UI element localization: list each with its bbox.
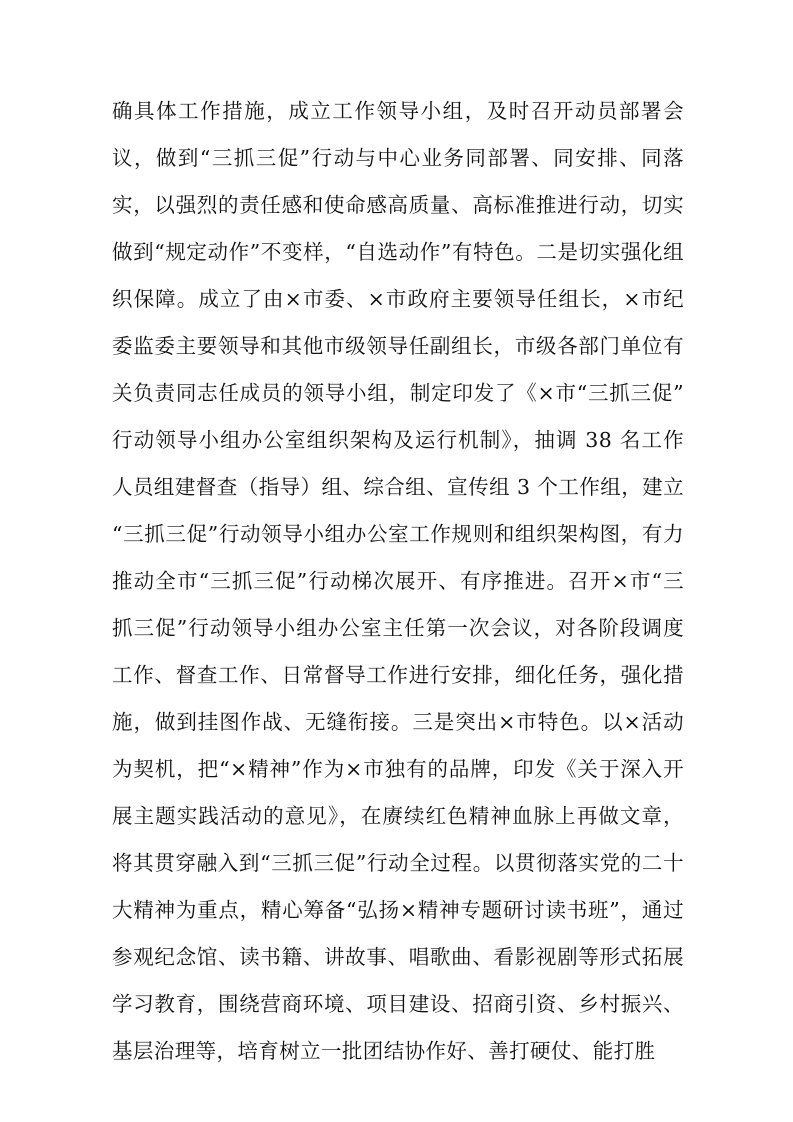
document-body [112,88,684,1075]
body-paragraph: 确具体工作措施，成立工作领导小组，及时召开动员部署会议，做到“三抓三促”行动与中心业务同部署、同安排、同落实，以强烈的责任感和使命感高质量、高标准推进行动，切实做到“规定动作”不变样，“自选动作”有特色。二是切实强化组织保障。成立了由×市委、×市政府主要领导任组长，×市纪委监委主要领导和其他市级领导任副组长，市级各部门单位有关负责同志任成员的领导小组，制定印发了《×市“三抓三促”行动领导小组办公室组织架构及运行机制》，抽调 38 名工作人员组建督查（指导）组、综合组、宣传组 3 个工作组，建立“三抓三促”行动领导小组办公室工作规则和组织架构图，有力推动全市“三抓三促”行动梯次展开、有序推进。召开×市“三抓三促”行动领导小组办公室主任第一次会议，对各阶段调度工作、督查工作、日常督导工作进行安排，细化任务，强化措施，做到挂图作战、无缝衔接。三是突出×市特色。以×活动为契机，把“×精神”作为×市独有的品牌，印发《关于深入开展主题实践活动的意见》，在赓续红色精神血脉上再做文章，将其贯穿融入到“三抓三促”行动全过程。以贯彻落实党的二十大精神为重点，精心筹备“弘扬×精神专题研讨读书班”，通过参观纪念馆、读书籍、讲故事、唱歌曲、看影视剧等形式拓展学习教育，围绕营商环境、项目建设、招商引资、乡村振兴、基层治理等，培育树立一批团结协作好、善打硬仗、能打胜 [112,99,684,1063]
